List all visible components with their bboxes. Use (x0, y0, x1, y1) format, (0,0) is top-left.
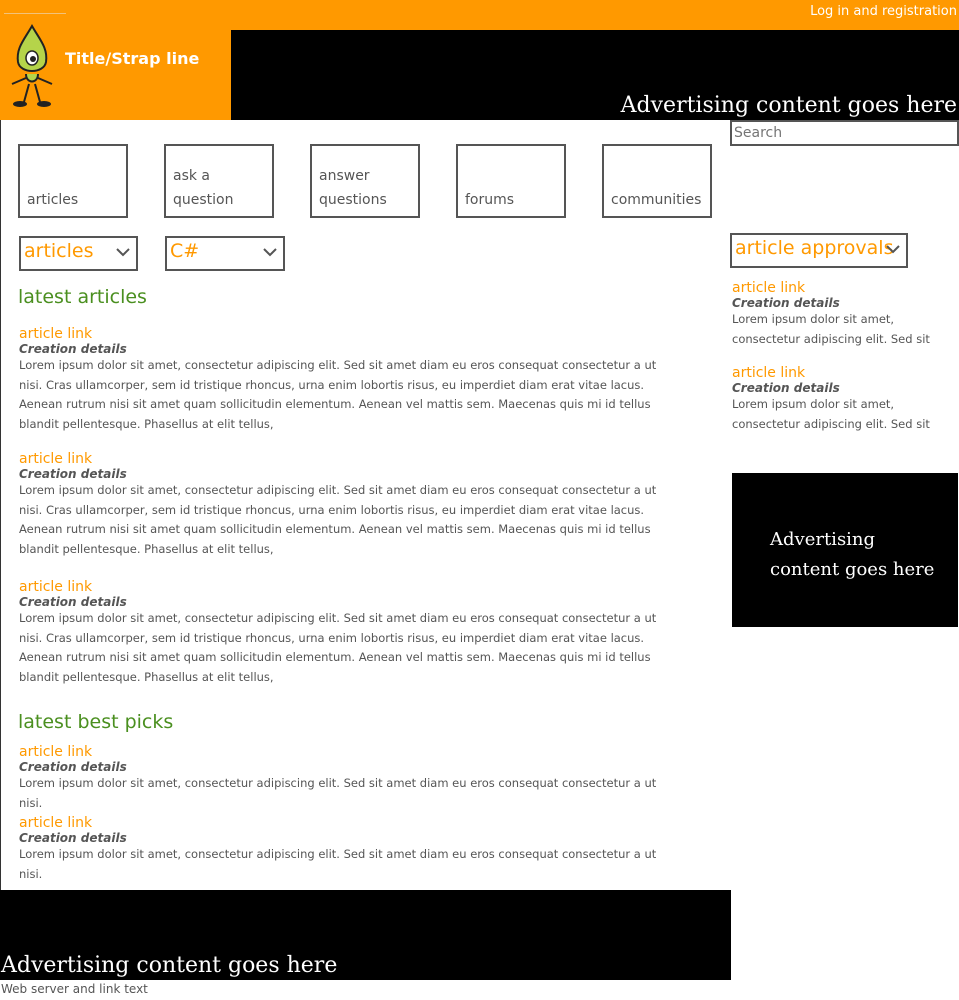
article-link[interactable]: article link (19, 326, 93, 342)
side-advert[interactable] (732, 473, 958, 627)
nav-communities-label: communities (611, 192, 702, 208)
article-excerpt: Lorem ipsum dolor sit amet, consectetur adipiscing elit. Sed sit (732, 312, 930, 346)
top-advert-text: Advertising content goes here (620, 93, 957, 118)
bottom-advert-text: Advertising content goes here (1, 953, 338, 978)
creation-details: Creation details (19, 760, 127, 774)
nav-forums[interactable] (456, 144, 566, 218)
mascot-logo-icon[interactable] (2, 18, 62, 118)
side-advert-text: Advertising content goes here (770, 529, 935, 580)
list-item (19, 451, 699, 560)
creation-details: Creation details (732, 381, 840, 395)
article-link[interactable]: article link (19, 579, 93, 595)
article-type-value: articles (24, 240, 94, 262)
list-item (19, 579, 699, 688)
language-dropdown[interactable] (165, 236, 285, 271)
top-bar-divider (4, 13, 66, 14)
top-advert[interactable] (231, 30, 959, 120)
list-item (732, 365, 952, 434)
article-excerpt: Lorem ipsum dolor sit amet, consectetur adipiscing elit. Sed sit amet diam eu eros consequat consectetur a ut nisi. Cras ullamcorper, sem id tristique rhoncus, urna enim lobortis risus, eu imperdiet diam erat vitae lacus. Aenean rutrum nisi sit amet quam sollicitudin elementum. Aenean vel mattis sem. Maecenas quis mi id tellus blandit pellentesque. Phasellus at elit tellus, (19, 358, 657, 432)
list-item (19, 744, 699, 813)
chevron-down-icon (116, 247, 130, 257)
chevron-down-icon (263, 247, 277, 257)
top-bar (0, 0, 959, 30)
creation-details: Creation details (19, 342, 127, 356)
chevron-down-icon (886, 244, 900, 254)
left-border (0, 120, 1, 980)
article-excerpt: Lorem ipsum dolor sit amet, consectetur adipiscing elit. Sed sit (732, 397, 930, 431)
article-type-dropdown[interactable] (19, 236, 138, 271)
latest-articles-heading: latest articles (18, 286, 147, 308)
nav-forums-label: forums (465, 192, 515, 208)
nav-articles-label: articles (27, 192, 79, 208)
nav-ask-question-label: ask a question (173, 168, 234, 208)
article-excerpt: Lorem ipsum dolor sit amet, consectetur adipiscing elit. Sed sit amet diam eu eros consequat consectetur a ut nisi. Cras ullamcorper, sem id tristique rhoncus, urna enim lobortis risus, eu imperdiet diam erat vitae lacus. Aenean rutrum nisi sit amet quam sollicitudin elementum. Aenean vel mattis sem. Maecenas quis mi id tellus blandit pellentesque. Phasellus at elit tellus, (19, 611, 657, 685)
logo-area (0, 30, 231, 120)
best-picks-heading: latest best picks (18, 711, 174, 733)
article-link[interactable]: article link (19, 744, 93, 760)
article-excerpt: Lorem ipsum dolor sit amet, consectetur adipiscing elit. Sed sit amet diam eu eros consequat consectetur a ut nisi. (19, 847, 657, 881)
creation-details: Creation details (19, 595, 127, 609)
login-link[interactable]: Log in and registration (810, 4, 957, 19)
approvals-dropdown[interactable] (730, 233, 908, 268)
nav-answer-questions-label: answer questions (319, 168, 387, 208)
nav-articles[interactable] (18, 144, 128, 218)
list-item (19, 326, 699, 435)
article-link[interactable]: article link (19, 451, 93, 467)
nav-ask-question[interactable] (164, 144, 274, 218)
language-value: C# (170, 240, 200, 262)
creation-details: Creation details (732, 296, 840, 310)
article-link[interactable]: article link (19, 815, 93, 831)
site-title: Title/Strap line (65, 49, 200, 68)
creation-details: Creation details (19, 467, 127, 481)
article-link[interactable]: article link (732, 280, 806, 296)
footer-text: Web server and link text (1, 982, 148, 996)
approvals-value: article approvals (735, 237, 894, 259)
article-excerpt: Lorem ipsum dolor sit amet, consectetur adipiscing elit. Sed sit amet diam eu eros consequat consectetur a ut nisi. Cras ullamcorper, sem id tristique rhoncus, urna enim lobortis risus, eu imperdiet diam erat vitae lacus. Aenean rutrum nisi sit amet quam sollicitudin elementum. Aenean vel mattis sem. Maecenas quis mi id tellus blandit pellentesque. Phasellus at elit tellus, (19, 483, 657, 557)
nav-communities[interactable] (602, 144, 712, 218)
search-input[interactable] (730, 120, 959, 146)
creation-details: Creation details (19, 831, 127, 845)
article-link[interactable]: article link (732, 365, 806, 381)
list-item (19, 815, 699, 884)
nav-answer-questions[interactable] (310, 144, 420, 218)
article-excerpt: Lorem ipsum dolor sit amet, consectetur adipiscing elit. Sed sit amet diam eu eros consequat consectetur a ut nisi. (19, 776, 657, 810)
list-item (732, 280, 952, 349)
bottom-advert[interactable] (0, 890, 731, 980)
